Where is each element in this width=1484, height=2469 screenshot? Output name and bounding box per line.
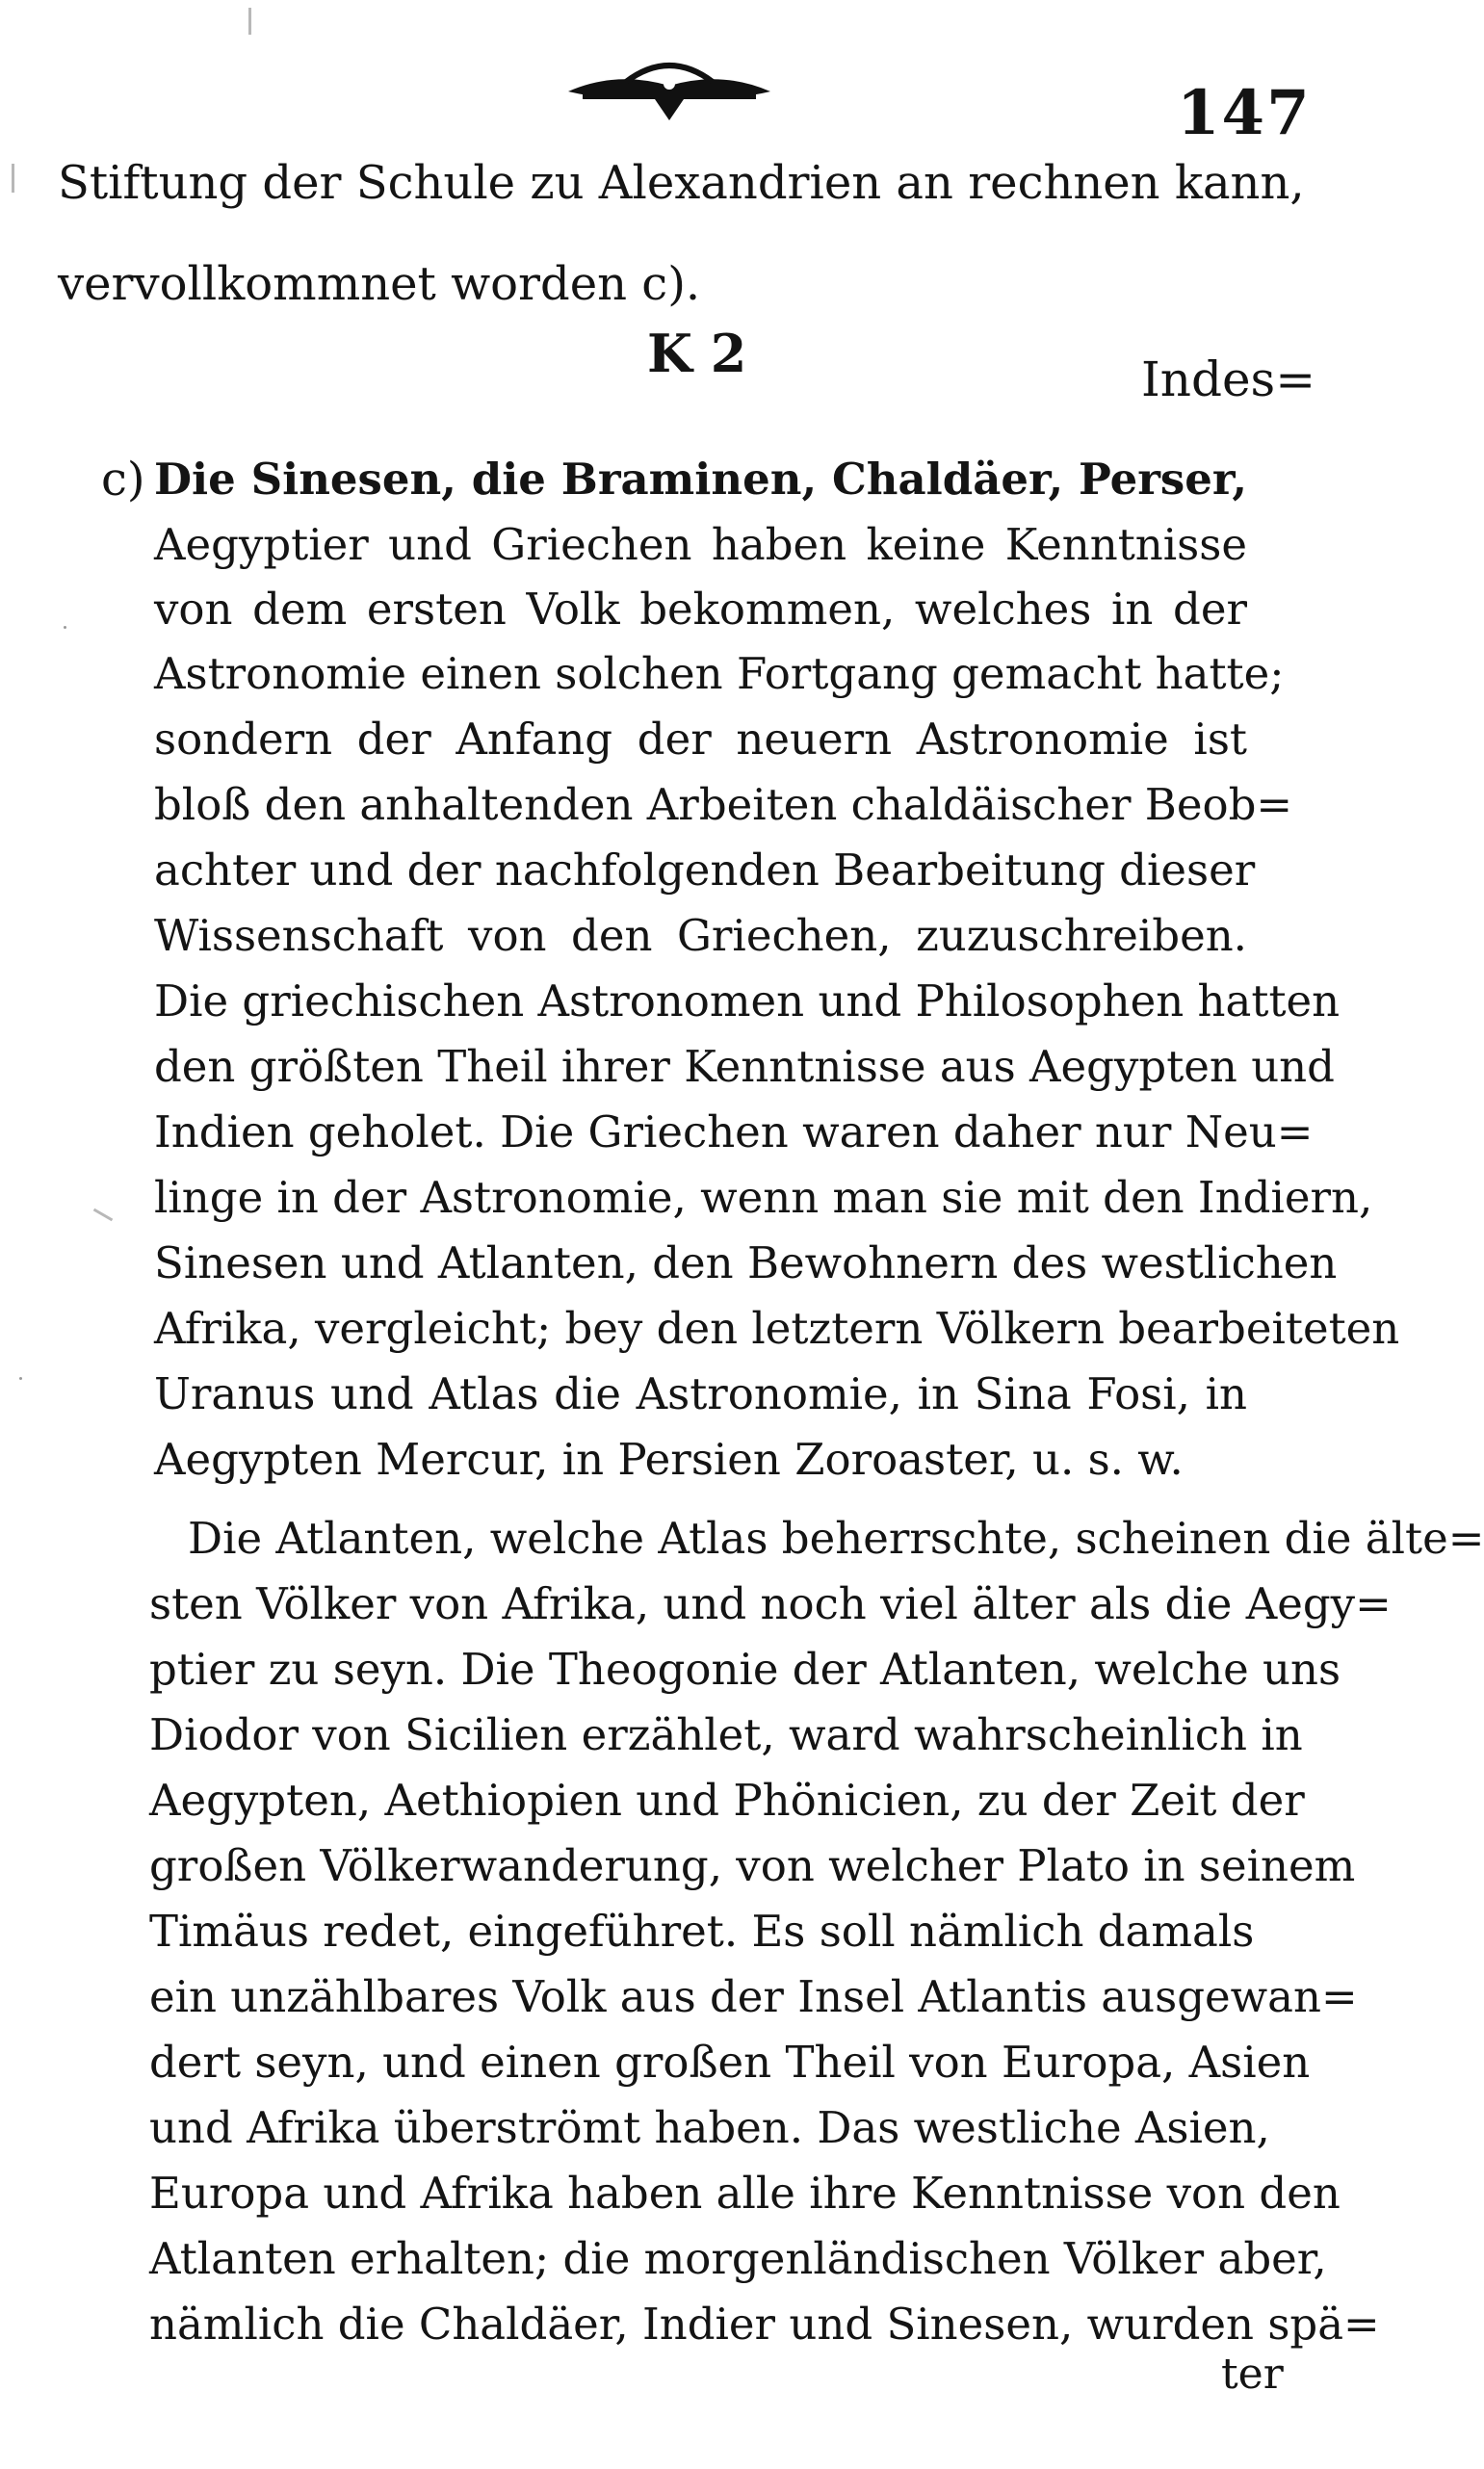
- paragraph-line: Aegypten, Aethiopien und Phönicien, zu der Zeit der: [149, 1775, 1305, 1826]
- catchword: Indes=: [1141, 351, 1316, 407]
- paragraph-line: und Afrika überströmt haben. Das westliche Asien,: [149, 2102, 1270, 2153]
- footnote-line: achter und der nachfolgenden Bearbeitung dieser: [154, 845, 1256, 896]
- footnote-line: sondern der Anfang der neuern Astronomie ist: [154, 714, 1247, 765]
- footnote-line: Astronomie einen solchen Fortgang gemacht hatte;: [154, 648, 1285, 699]
- paragraph-line: Timäus redet, eingeführet. Es soll nämlich damals: [149, 1906, 1255, 1957]
- footnote-marker: c): [101, 453, 145, 507]
- print-speck: [19, 1377, 22, 1380]
- text-line: vervollkommnet worden c).: [58, 257, 701, 311]
- paragraph-line: großen Völkerwanderung, von welcher Plato in seinem: [149, 1840, 1356, 1891]
- footnote-line: den größten Theil ihrer Kenntnisse aus Aegypten und: [154, 1041, 1335, 1092]
- printer-ornament-icon: [559, 53, 780, 130]
- footnote-line: Sinesen und Atlanten, den Bewohnern des westlichen: [154, 1237, 1338, 1288]
- print-speck: [248, 8, 251, 35]
- text-line: Stiftung der Schule zu Alexandrien an rechnen kann,: [58, 156, 1305, 210]
- signature-mark: K 2: [647, 323, 747, 384]
- footnote-line: von dem ersten Volk bekommen, welches in der: [154, 584, 1247, 635]
- footnote-line: Afrika, vergleicht; bey den letztern Völkern bearbeiteten: [154, 1303, 1400, 1354]
- footnote-line: Aegypten Mercur, in Persien Zoroaster, u. s. w.: [154, 1434, 1184, 1485]
- print-speck: [93, 1209, 114, 1222]
- print-speck: [64, 626, 66, 629]
- footnote-line: linge in der Astronomie, wenn man sie mit den Indiern,: [154, 1172, 1373, 1223]
- paragraph-line: ptier zu seyn. Die Theogonie der Atlanten, welche uns: [149, 1644, 1341, 1695]
- footnote-line: bloß den anhaltenden Arbeiten chaldäischer Beob=: [154, 779, 1293, 830]
- paragraph-line: Die Atlanten, welche Atlas beherrschte, scheinen die älte=: [188, 1513, 1484, 1564]
- footnote-line: Wissenschaft von den Griechen, zuzuschreiben.: [154, 910, 1247, 961]
- footnote-line: Uranus und Atlas die Astronomie, in Sina Fosi, in: [154, 1368, 1247, 1419]
- footnote-line: Aegyptier und Griechen haben keine Kenntnisse: [154, 519, 1247, 570]
- paragraph-line: Europa und Afrika haben alle ihre Kenntnisse von den: [149, 2168, 1341, 2219]
- print-speck: [12, 164, 14, 193]
- footnote-line: Die griechischen Astronomen und Philosophen hatten: [154, 975, 1341, 1027]
- footnote-line: Indien geholet. Die Griechen waren daher nur Neu=: [154, 1106, 1314, 1157]
- page-number: 147: [1177, 77, 1312, 149]
- paragraph-line: ein unzählbares Volk aus der Insel Atlantis ausgewan=: [149, 1971, 1358, 2022]
- footnote-line: Die Sinesen, die Braminen, Chaldäer, Perser,: [154, 454, 1247, 505]
- paragraph-line: nämlich die Chaldäer, Indier und Sinesen, wurden spä=: [149, 2299, 1380, 2350]
- paragraph-line: Atlanten erhalten; die morgenländischen Völker aber,: [149, 2233, 1327, 2284]
- paragraph-line: sten Völker von Afrika, und noch viel älter als die Aegy=: [149, 1578, 1392, 1629]
- catchword: ter: [1221, 2350, 1284, 2399]
- paragraph-line: Diodor von Sicilien erzählet, ward wahrscheinlich in: [149, 1709, 1303, 1760]
- paragraph-line: dert seyn, und einen großen Theil von Europa, Asien: [149, 2037, 1311, 2088]
